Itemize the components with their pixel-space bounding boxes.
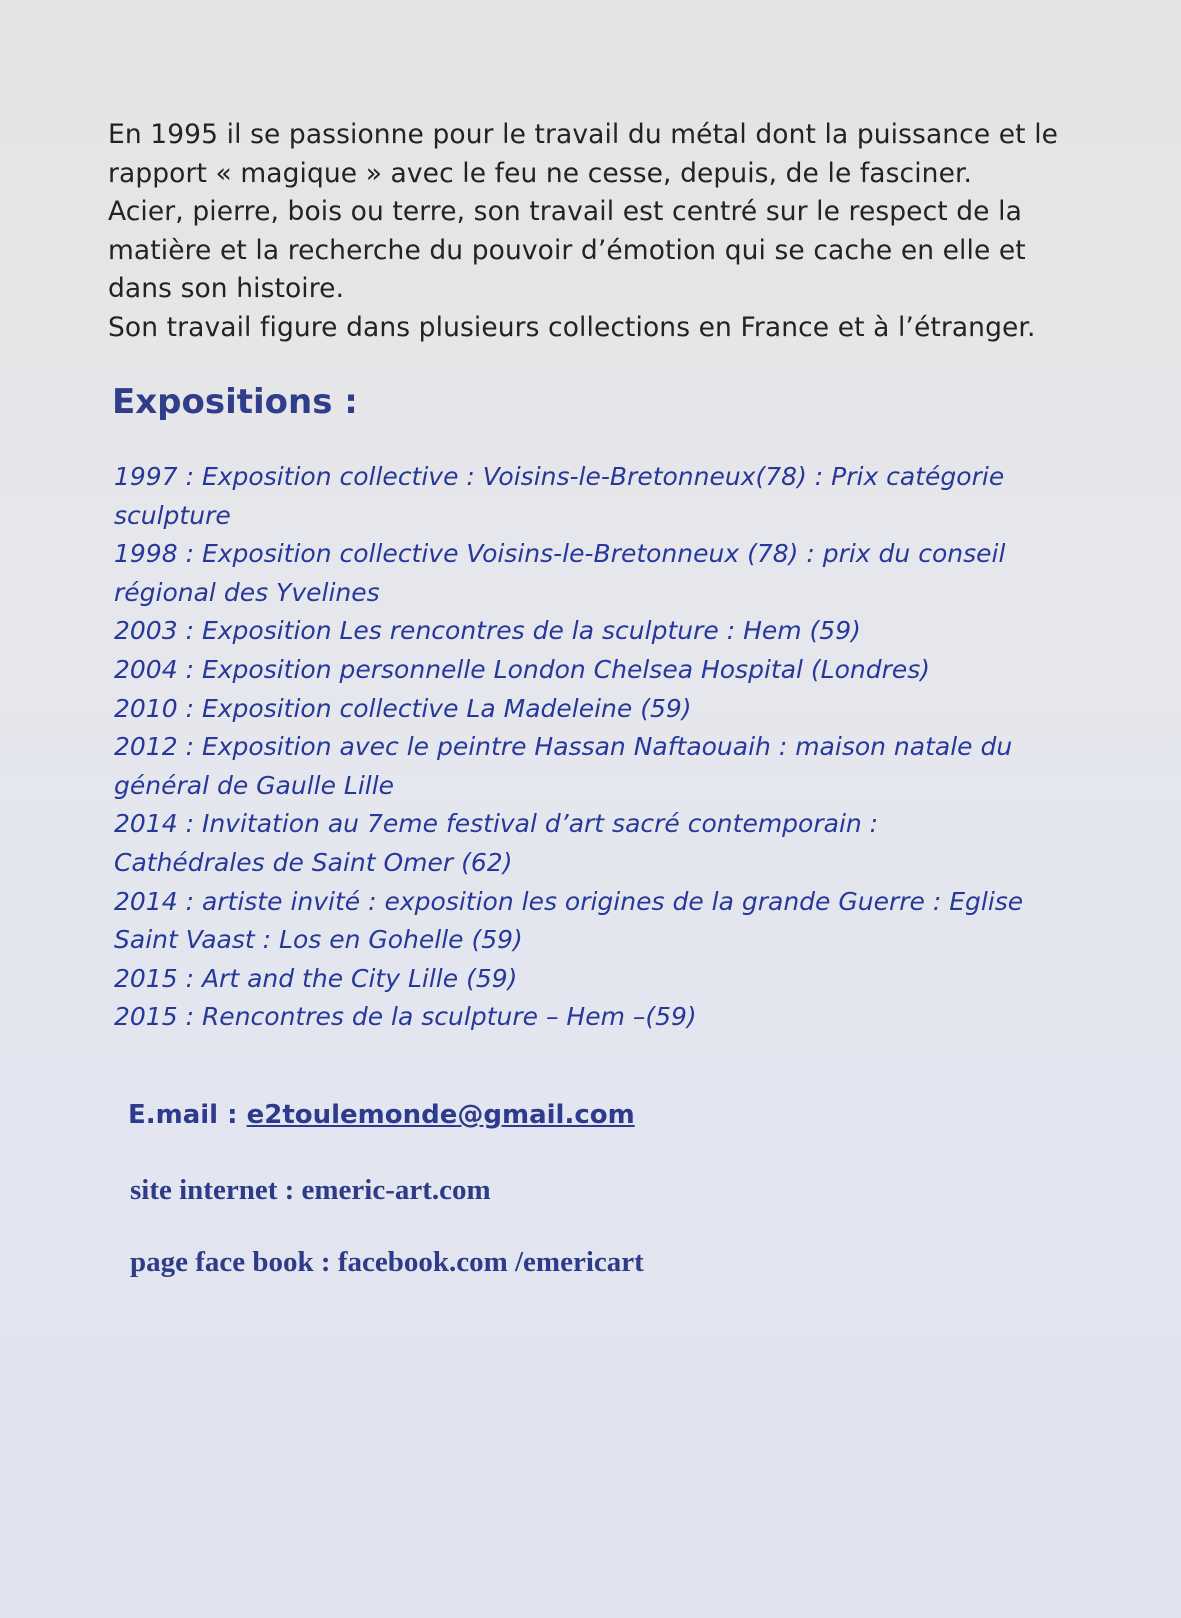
exposition-line: Saint Vaast : Los en Gohelle (59) (114, 925, 523, 955)
exposition-line: 2014 : artiste invité : exposition les origines de la grande Guerre : Eglise (114, 886, 1024, 916)
exposition-line: 2010 : Exposition collective La Madeleine (59) (114, 693, 692, 723)
exposition-line: 2004 : Exposition personnelle London Chelsea Hospital (Londres) (114, 654, 931, 684)
exposition-line: 2015 : Art and the City Lille (59) (114, 963, 518, 993)
exposition-line: régional des Yvelines (114, 577, 380, 607)
expositions-heading: Expositions : (112, 382, 358, 422)
exposition-line: 1997 : Exposition collective : Voisins-le-Bretonneux(78) : Prix catégorie (114, 462, 1005, 491)
exposition-line: 2003 : Exposition Les rencontres de la sculpture : Hem (59) (114, 616, 861, 646)
email-line (128, 1098, 635, 1132)
intro-line: Acier, pierre, bois ou terre, son travail est centré sur le respect de la (108, 196, 1022, 227)
expositions-list (114, 458, 1114, 1037)
exposition-line: 2012 : Exposition avec le peintre Hassan Naftaouaih : maison natale du (114, 732, 1013, 762)
intro-line: dans son histoire. (108, 273, 345, 304)
exposition-line: général de Gaulle Lille (114, 770, 395, 800)
intro-line: Son travail figure dans plusieurs collections en France et à l’étranger. (108, 311, 1036, 343)
website-line: site internet : emeric-art.com (130, 1174, 491, 1206)
exposition-line: 1998 : Exposition collective Voisins-le-Bretonneux (78) : prix du conseil (114, 539, 1006, 569)
email-link[interactable]: e2toulemonde@gmail.com (246, 1100, 635, 1130)
intro-line: En 1995 il se passionne pour le travail du métal dont la puissance et le (108, 119, 1059, 150)
exposition-line: Cathédrales de Saint Omer (62) (114, 847, 513, 877)
intro-paragraph (108, 116, 1068, 347)
facebook-line: page face book : facebook.com /emericart (130, 1246, 644, 1278)
exposition-line: sculpture (114, 500, 231, 530)
intro-line: matière et la recherche du pouvoir d’émotion qui se cache en elle et (108, 234, 1026, 266)
exposition-line: 2014 : Invitation au 7eme festival d’art sacré contemporain : (114, 809, 879, 839)
intro-line: rapport « magique » avec le feu ne cesse, depuis, de le fasciner. (108, 157, 973, 189)
email-label: E.mail : (128, 1100, 247, 1130)
exposition-line: 2015 : Rencontres de la sculpture – Hem –(59) (114, 1002, 697, 1032)
